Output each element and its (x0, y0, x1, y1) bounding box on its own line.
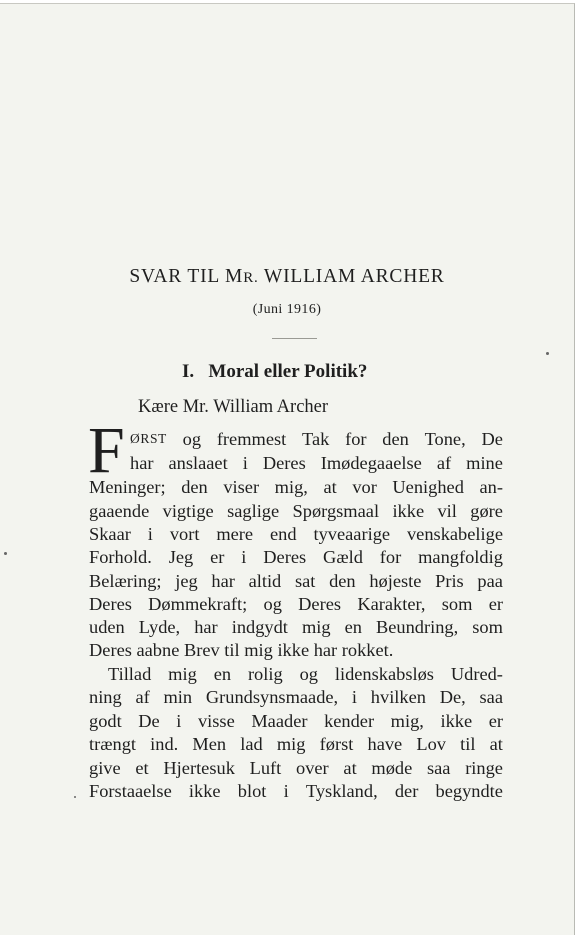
text-line (89, 757, 503, 779)
word: gøre (470, 501, 503, 521)
word: godt (89, 711, 122, 731)
word: Tak (302, 429, 330, 449)
word: fremmest (216, 429, 287, 449)
word: som (441, 594, 473, 614)
word: Tone, (424, 429, 466, 449)
word: saa (426, 758, 451, 778)
word: De, (439, 687, 466, 707)
word: Grundsynsmaade, (205, 687, 339, 707)
word: lad (240, 734, 263, 754)
word: en (344, 617, 362, 637)
word: hvilken (370, 687, 426, 707)
word: i (176, 711, 182, 731)
word: saglige (227, 501, 280, 521)
word: og (299, 664, 318, 684)
word: saa (479, 687, 503, 707)
word: Udred- (450, 664, 503, 684)
word: vor (352, 477, 377, 497)
word: højeste (369, 571, 422, 591)
word: til (460, 734, 476, 754)
line-text: Deres aabne Brev til mig ikke har rokket. (89, 640, 394, 660)
word: ind. (150, 734, 179, 754)
word: i (351, 687, 358, 707)
text-line (89, 546, 503, 568)
word: ikke (440, 711, 473, 731)
page-speck (74, 796, 76, 798)
word: over (296, 758, 329, 778)
word: Deres (298, 594, 342, 614)
word: Skaar (89, 524, 131, 544)
word: mere (216, 524, 254, 544)
word: at (323, 477, 337, 497)
word: Gæld (323, 547, 363, 567)
page-speck (4, 552, 7, 555)
word: venskabelige (406, 524, 503, 544)
text-line (89, 616, 503, 638)
word: først (319, 734, 354, 754)
word: den (181, 477, 208, 497)
word: give (89, 758, 121, 778)
text-line (89, 639, 503, 661)
word: Beundring, (375, 617, 459, 637)
section-title: I. Moral eller Politik? (182, 361, 368, 382)
word: mangfoldig (418, 547, 503, 567)
page-speck (546, 352, 549, 355)
word: Karakter, (357, 594, 426, 614)
word: mine (466, 453, 503, 473)
word: Deres (263, 547, 307, 567)
text-line (89, 593, 503, 615)
word: Lyde, (138, 617, 181, 637)
word: den (382, 429, 409, 449)
text-line (89, 710, 503, 732)
chapter-heading: SVAR TIL MR. WILLIAM ARCHER (129, 266, 445, 287)
text-line (89, 780, 503, 802)
text-line (108, 663, 503, 685)
word: som (472, 617, 503, 637)
word: i (147, 524, 153, 544)
word: ning (89, 687, 122, 707)
word: i (283, 781, 289, 801)
text-line (130, 428, 503, 450)
word: ikke (188, 781, 221, 801)
word: kender (324, 711, 375, 731)
word: altid (248, 571, 282, 591)
word: Pris (435, 571, 464, 591)
word: Hjertesuk (163, 758, 235, 778)
word: har (194, 617, 218, 637)
drop-cap: F (88, 414, 125, 487)
word: Uenighed (392, 477, 464, 497)
word: lidenskabsløs (334, 664, 434, 684)
word: Men (192, 734, 227, 754)
word: en (213, 664, 232, 684)
word: at (343, 758, 357, 778)
text-line (89, 476, 503, 498)
word: begyndte (435, 781, 503, 801)
word: er (488, 594, 503, 614)
word: Jeg (168, 547, 194, 567)
date-subheading: (Juni 1916) (252, 302, 322, 317)
word: blot (237, 781, 267, 801)
word: indgydt (231, 617, 288, 637)
word: De (138, 711, 160, 731)
word: tyveaarige (313, 524, 391, 544)
word: og (263, 594, 282, 614)
word: af (436, 453, 452, 473)
word: Spørgsmaal (292, 501, 380, 521)
word: De (481, 429, 503, 449)
word: Deres (262, 453, 306, 473)
word: i (242, 453, 248, 473)
text-line (89, 733, 503, 755)
word: have (367, 734, 403, 754)
word: et (135, 758, 149, 778)
word: er (210, 547, 225, 567)
word: mig (276, 734, 306, 754)
word: den (329, 571, 356, 591)
word: uden (89, 617, 125, 637)
word: at (489, 734, 503, 754)
word: har (211, 571, 235, 591)
word: gaaende (89, 501, 150, 521)
salutation: Kære Mr. William Archer (138, 397, 329, 417)
word: har (130, 453, 154, 473)
word: min (163, 687, 193, 707)
word: an- (479, 477, 503, 497)
word: viser (223, 477, 260, 497)
word: Lov (416, 734, 446, 754)
word: sat (294, 571, 316, 591)
word: Maader (251, 711, 308, 731)
word: møde (371, 758, 413, 778)
text-line (89, 686, 503, 708)
word: jeg (175, 571, 198, 591)
word: af (135, 687, 150, 707)
word: mig, (390, 711, 424, 731)
word: Dømmekraft; (148, 594, 248, 614)
word: Forhold. (89, 547, 152, 567)
word: for (379, 547, 402, 567)
word: mig (301, 617, 331, 637)
divider-rule (272, 338, 317, 339)
word: i (241, 547, 247, 567)
word: vigtige (162, 501, 214, 521)
word: ikke (392, 501, 425, 521)
text-line (130, 452, 503, 474)
word: Imødegaaelse (320, 453, 422, 473)
word: anslaaet (168, 453, 228, 473)
word: for (345, 429, 367, 449)
word: er (488, 711, 503, 731)
word: der (394, 781, 419, 801)
text-line (89, 523, 503, 545)
word: Meninger; (89, 477, 166, 497)
word: Tyskland, (305, 781, 378, 801)
word: Belæring; (89, 571, 162, 591)
word: mig, (274, 477, 308, 497)
text-line (89, 570, 503, 592)
word: mig (168, 664, 197, 684)
word: rolig (247, 664, 283, 684)
word: trængt (89, 734, 137, 754)
word: end (270, 524, 297, 544)
word: paa (477, 571, 503, 591)
word: Forstaaelse (89, 781, 172, 801)
word: vil (437, 501, 457, 521)
word: ringe (465, 758, 503, 778)
word: visse (197, 711, 235, 731)
small-caps-word: ØRST (130, 431, 167, 446)
word: Luft (249, 758, 282, 778)
word: Tillad (108, 664, 152, 684)
text-line (89, 500, 503, 522)
word: Deres (89, 594, 132, 614)
word: og (182, 429, 202, 449)
word: vort (169, 524, 200, 544)
